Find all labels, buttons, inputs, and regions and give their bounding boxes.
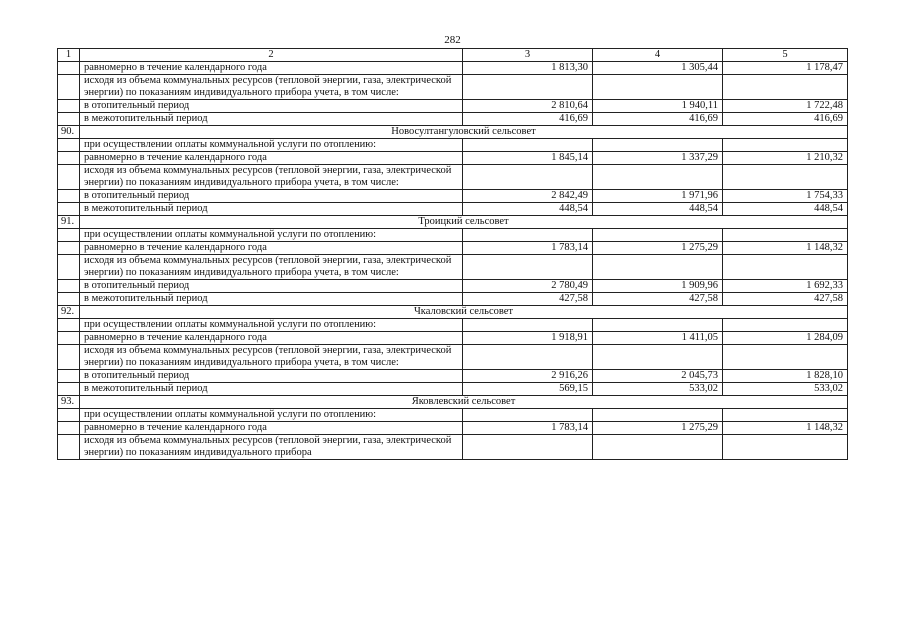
- table-row: [58, 229, 848, 242]
- value-cell-col3: [463, 139, 593, 152]
- table-row: [58, 255, 848, 280]
- section-title: Новосултангуловский сельсовет: [80, 126, 848, 139]
- row-number-cell: [58, 152, 80, 165]
- row-label-cell: исходя из объема коммунальных ресурсов (тепловой энергии, газа, электрической энергии) по показаниям индивидуального прибора: [80, 435, 463, 460]
- section-number: 90.: [58, 126, 80, 139]
- value-cell-col5: 1 178,47: [723, 62, 848, 75]
- value-cell-col5: 1 692,33: [723, 280, 848, 293]
- value-cell-col5: 1 210,32: [723, 152, 848, 165]
- table-row: [58, 100, 848, 113]
- row-number-cell: [58, 319, 80, 332]
- value-cell-col5: [723, 435, 848, 460]
- value-cell-col4: 2 045,73: [593, 370, 723, 383]
- value-cell-col4: [593, 319, 723, 332]
- table-row: [58, 152, 848, 165]
- value-cell-col4: [593, 139, 723, 152]
- value-cell-col3: [463, 345, 593, 370]
- section-number: 91.: [58, 216, 80, 229]
- row-number-cell: [58, 242, 80, 255]
- row-label-cell: при осуществлении оплаты коммунальной услуги по отоплению:: [80, 319, 463, 332]
- value-cell-col4: 1 940,11: [593, 100, 723, 113]
- value-cell-col4: 1 275,29: [593, 422, 723, 435]
- value-cell-col3: 448,54: [463, 203, 593, 216]
- table-row: [58, 409, 848, 422]
- row-number-cell: [58, 409, 80, 422]
- table-row: [58, 165, 848, 190]
- table-row: [58, 293, 848, 306]
- row-number-cell: [58, 75, 80, 100]
- value-cell-col5: 1 828,10: [723, 370, 848, 383]
- value-cell-col5: [723, 345, 848, 370]
- section-number: 92.: [58, 306, 80, 319]
- row-label-cell: равномерно в течение календарного года: [80, 152, 463, 165]
- value-cell-col3: [463, 435, 593, 460]
- row-number-cell: [58, 280, 80, 293]
- row-number-cell: [58, 165, 80, 190]
- table-row: [58, 422, 848, 435]
- value-cell-col3: [463, 409, 593, 422]
- row-number-cell: [58, 345, 80, 370]
- table-row: [58, 75, 848, 100]
- value-cell-col4: [593, 229, 723, 242]
- row-number-cell: [58, 332, 80, 345]
- row-label-cell: исходя из объема коммунальных ресурсов (тепловой энергии, газа, электрической энергии) по показаниям индивидуального прибора учета, в том числе:: [80, 165, 463, 190]
- table-row: [58, 190, 848, 203]
- table-row: [58, 203, 848, 216]
- section-title: Яковлевский сельсовет: [80, 396, 848, 409]
- value-cell-col4: [593, 165, 723, 190]
- row-label-cell: в межотопительный период: [80, 293, 463, 306]
- row-number-cell: [58, 62, 80, 75]
- value-cell-col5: 448,54: [723, 203, 848, 216]
- row-label-cell: равномерно в течение календарного года: [80, 332, 463, 345]
- row-label-cell: исходя из объема коммунальных ресурсов (тепловой энергии, газа, электрической энергии) по показаниям индивидуального прибора учета, в том числе:: [80, 75, 463, 100]
- row-number-cell: [58, 255, 80, 280]
- section-title: Чкаловский сельсовет: [80, 306, 848, 319]
- row-number-cell: [58, 113, 80, 126]
- value-cell-col5: [723, 255, 848, 280]
- section-header-row: [58, 216, 848, 229]
- row-label-cell: при осуществлении оплаты коммунальной услуги по отоплению:: [80, 139, 463, 152]
- value-cell-col4: 533,02: [593, 383, 723, 396]
- section-header-row: [58, 126, 848, 139]
- header-cell-3: 3: [463, 49, 593, 62]
- value-cell-col5: 1 148,32: [723, 242, 848, 255]
- value-cell-col4: [593, 75, 723, 100]
- value-cell-col5: 1 284,09: [723, 332, 848, 345]
- value-cell-col3: [463, 229, 593, 242]
- row-number-cell: [58, 203, 80, 216]
- table-row: [58, 383, 848, 396]
- value-cell-col4: [593, 435, 723, 460]
- row-number-cell: [58, 383, 80, 396]
- value-cell-col3: 1 845,14: [463, 152, 593, 165]
- section-header-row: [58, 396, 848, 409]
- row-number-cell: [58, 100, 80, 113]
- table-header-row: [58, 49, 848, 62]
- row-number-cell: [58, 370, 80, 383]
- value-cell-col3: 2 780,49: [463, 280, 593, 293]
- value-cell-col5: [723, 165, 848, 190]
- row-label-cell: при осуществлении оплаты коммунальной услуги по отоплению:: [80, 229, 463, 242]
- row-label-cell: исходя из объема коммунальных ресурсов (тепловой энергии, газа, электрической энергии) по показаниям индивидуального прибора учета, в том числе:: [80, 255, 463, 280]
- value-cell-col3: [463, 319, 593, 332]
- value-cell-col4: [593, 409, 723, 422]
- header-cell-4: 4: [593, 49, 723, 62]
- table-row: [58, 139, 848, 152]
- header-cell-2: 2: [80, 49, 463, 62]
- row-label-cell: при осуществлении оплаты коммунальной услуги по отоплению:: [80, 409, 463, 422]
- row-number-cell: [58, 422, 80, 435]
- value-cell-col5: 416,69: [723, 113, 848, 126]
- value-cell-col5: 1 754,33: [723, 190, 848, 203]
- section-title: Троицкий сельсовет: [80, 216, 848, 229]
- table-row: [58, 370, 848, 383]
- row-label-cell: в отопительный период: [80, 190, 463, 203]
- table-row: [58, 242, 848, 255]
- section-number: 93.: [58, 396, 80, 409]
- value-cell-col4: 1 305,44: [593, 62, 723, 75]
- value-cell-col5: 1 148,32: [723, 422, 848, 435]
- row-number-cell: [58, 293, 80, 306]
- value-cell-col4: 1 909,96: [593, 280, 723, 293]
- table-row: [58, 332, 848, 345]
- row-label-cell: в отопительный период: [80, 100, 463, 113]
- value-cell-col3: 2 842,49: [463, 190, 593, 203]
- value-cell-col5: 533,02: [723, 383, 848, 396]
- value-cell-col4: [593, 255, 723, 280]
- value-cell-col4: 1 971,96: [593, 190, 723, 203]
- value-cell-col5: [723, 75, 848, 100]
- row-label-cell: равномерно в течение календарного года: [80, 242, 463, 255]
- tariff-table: [57, 48, 848, 460]
- section-header-row: [58, 306, 848, 319]
- value-cell-col3: [463, 75, 593, 100]
- value-cell-col3: 2 810,64: [463, 100, 593, 113]
- row-number-cell: [58, 229, 80, 242]
- header-cell-1: 1: [58, 49, 80, 62]
- table-row: [58, 345, 848, 370]
- value-cell-col3: 569,15: [463, 383, 593, 396]
- value-cell-col3: 416,69: [463, 113, 593, 126]
- row-number-cell: [58, 435, 80, 460]
- table-row: [58, 435, 848, 460]
- value-cell-col4: 1 275,29: [593, 242, 723, 255]
- row-label-cell: в межотопительный период: [80, 113, 463, 126]
- value-cell-col3: 427,58: [463, 293, 593, 306]
- table-row: [58, 319, 848, 332]
- value-cell-col3: 1 783,14: [463, 422, 593, 435]
- row-label-cell: в межотопительный период: [80, 203, 463, 216]
- row-label-cell: равномерно в течение календарного года: [80, 62, 463, 75]
- value-cell-col3: [463, 255, 593, 280]
- row-label-cell: равномерно в течение календарного года: [80, 422, 463, 435]
- table-row: [58, 62, 848, 75]
- value-cell-col4: 427,58: [593, 293, 723, 306]
- value-cell-col4: 416,69: [593, 113, 723, 126]
- page-number: 282: [444, 34, 461, 46]
- value-cell-col4: 1 411,05: [593, 332, 723, 345]
- row-number-cell: [58, 139, 80, 152]
- value-cell-col5: 1 722,48: [723, 100, 848, 113]
- value-cell-col4: [593, 345, 723, 370]
- row-label-cell: исходя из объема коммунальных ресурсов (тепловой энергии, газа, электрической энергии) по показаниям индивидуального прибора учета, в том числе:: [80, 345, 463, 370]
- table-row: [58, 280, 848, 293]
- value-cell-col3: 1 783,14: [463, 242, 593, 255]
- header-cell-5: 5: [723, 49, 848, 62]
- value-cell-col5: 427,58: [723, 293, 848, 306]
- value-cell-col5: [723, 229, 848, 242]
- value-cell-col3: [463, 165, 593, 190]
- value-cell-col4: 1 337,29: [593, 152, 723, 165]
- value-cell-col3: 1 813,30: [463, 62, 593, 75]
- table-row: [58, 113, 848, 126]
- value-cell-col5: [723, 319, 848, 332]
- value-cell-col5: [723, 409, 848, 422]
- value-cell-col5: [723, 139, 848, 152]
- row-number-cell: [58, 190, 80, 203]
- value-cell-col3: 1 918,91: [463, 332, 593, 345]
- value-cell-col3: 2 916,26: [463, 370, 593, 383]
- value-cell-col4: 448,54: [593, 203, 723, 216]
- row-label-cell: в отопительный период: [80, 280, 463, 293]
- row-label-cell: в отопительный период: [80, 370, 463, 383]
- row-label-cell: в межотопительный период: [80, 383, 463, 396]
